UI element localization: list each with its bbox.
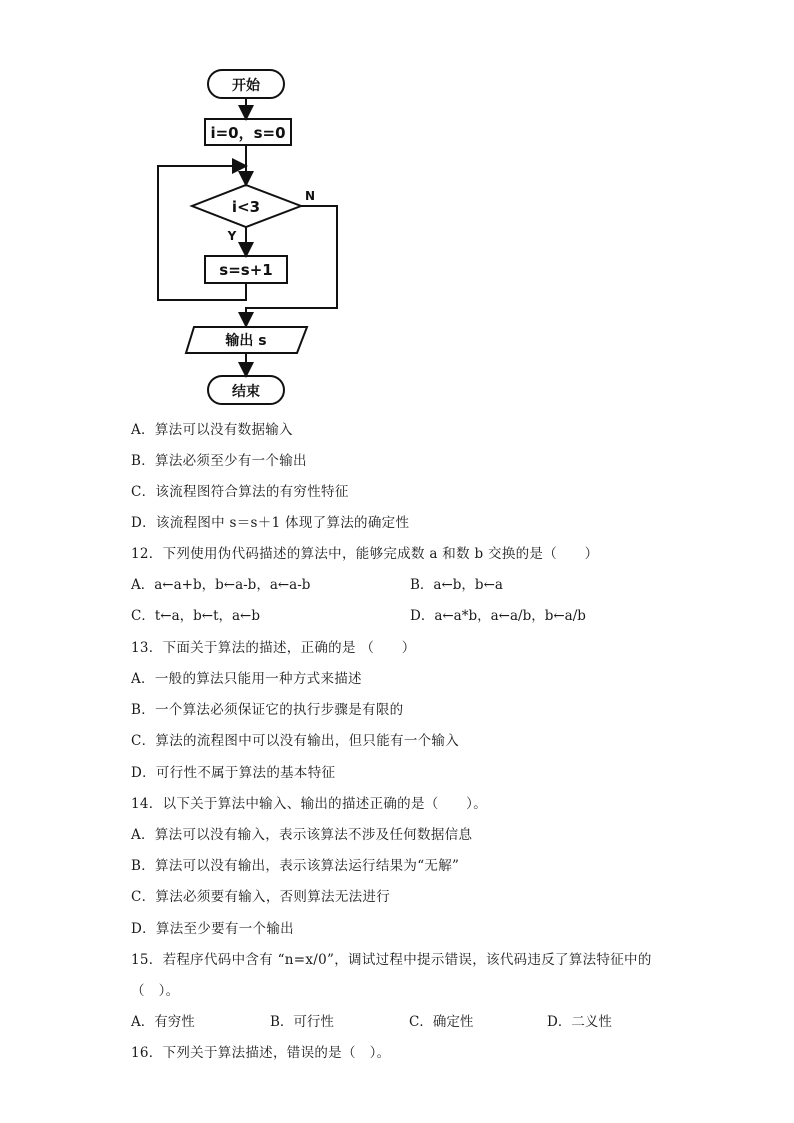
end-label: 结束 — [232, 384, 260, 400]
output-label: 输出 s — [225, 333, 267, 349]
init-label: i=0，s=0 — [210, 124, 286, 142]
q14-option-d: D．算法至少要有一个输出 — [131, 921, 294, 937]
q11-option-d: D．该流程图中 s＝s＋1 体现了算法的确定性 — [131, 515, 410, 531]
q14-stem: 14．以下关于算法中输入、输出的描述正确的是（ ）。 — [131, 796, 488, 812]
q15-option-d: D．二义性 — [547, 1014, 612, 1030]
q15-option-c: C．确定性 — [409, 1014, 474, 1030]
q13-option-b: B．一个算法必须保证它的执行步骤是有限的 — [131, 702, 404, 718]
q14-option-b: B．算法可以没有输出，表示该算法运行结果为“无解” — [131, 858, 460, 874]
q11-option-b: B．算法必须至少有一个输出 — [131, 453, 307, 469]
condition-label: i<3 — [231, 198, 261, 216]
q15-option-b: B．可行性 — [270, 1014, 334, 1030]
q14-option-a: A．算法可以没有输入，表示该算法不涉及任何数据信息 — [131, 827, 473, 843]
q12-option-a: A．a←a+b，b←a-b，a←a-b — [131, 577, 311, 593]
q12-option-d: D．a←a*b，a←a/b，b←a/b — [410, 608, 586, 624]
q12-option-b: B．a←b，b←a — [410, 577, 503, 593]
q15-option-a: A．有穷性 — [131, 1014, 195, 1030]
q13-option-d: D．可行性不属于算法的基本特征 — [131, 765, 336, 781]
q11-option-c: C．该流程图符合算法的有穷性特征 — [131, 484, 349, 500]
algorithm-flowchart — [0, 0, 794, 420]
yes-label: Y — [227, 229, 237, 243]
q15-stem-line1: 15．若程序代码中含有 “n=x/0”，调试过程中提示错误，该代码违反了算法特征中的 — [131, 952, 652, 968]
no-label: N — [304, 189, 316, 203]
q12-stem: 12．下列使用伪代码描述的算法中，能够完成数 a 和数 b 交换的是（ ） — [131, 546, 599, 562]
q15-stem-line2: （ ）。 — [131, 983, 180, 999]
q14-option-c: C．算法必须要有输入，否则算法无法进行 — [131, 889, 391, 905]
q16-stem: 16．下列关于算法描述，错误的是（ ）。 — [131, 1045, 391, 1061]
start-label: 开始 — [232, 78, 260, 94]
q13-option-c: C．算法的流程图中可以没有输出，但只能有一个输入 — [131, 733, 460, 749]
q12-option-c: C．t←a，b←t，a←b — [131, 608, 260, 624]
q13-option-a: A．一般的算法只能用一种方式来描述 — [131, 671, 362, 687]
q13-stem: 13．下面关于算法的描述，正确的是 （ ） — [131, 640, 416, 656]
q11-option-a: A．算法可以没有数据输入 — [131, 422, 293, 438]
process-label: s=s+1 — [219, 261, 273, 279]
